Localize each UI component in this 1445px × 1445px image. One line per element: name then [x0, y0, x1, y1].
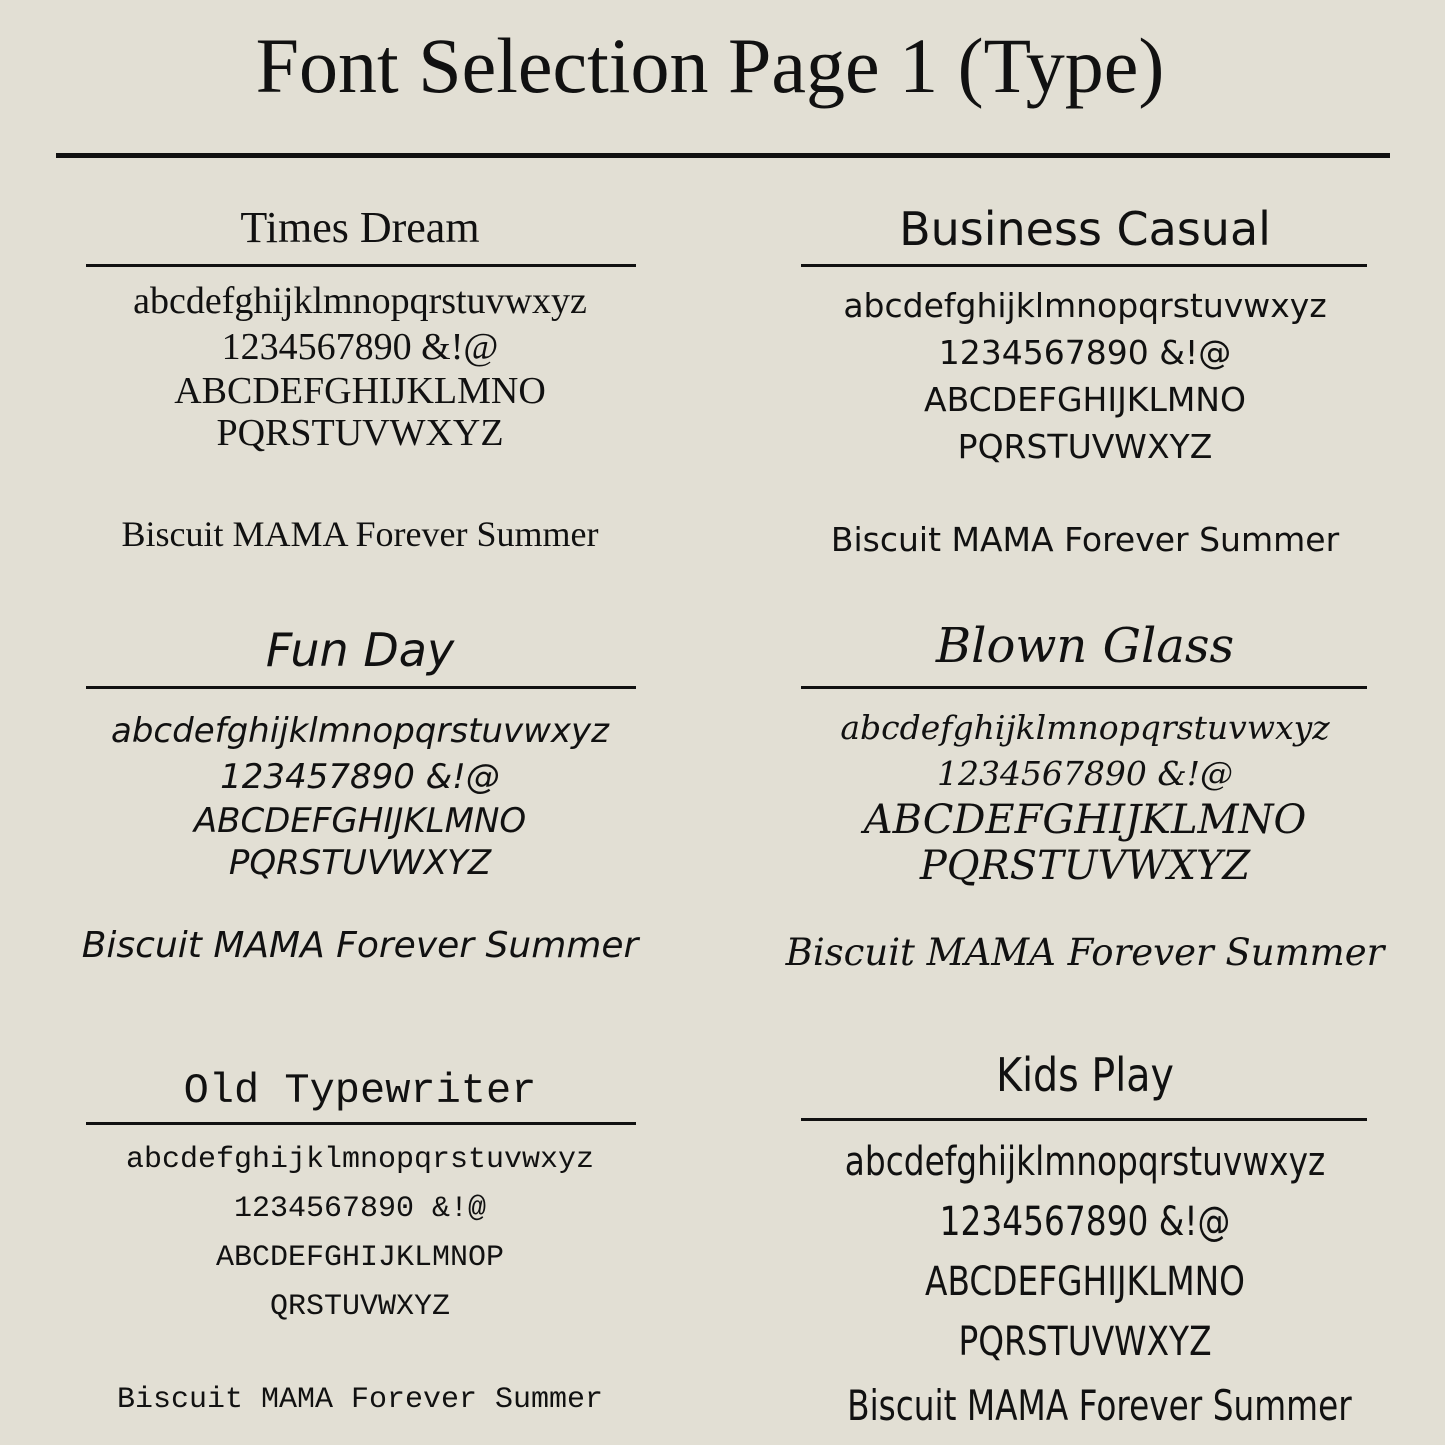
- font-card-times-dream: [60, 200, 660, 556]
- lowercase-specimen: abcdefghijklmnopqrstuvwxyz: [844, 1139, 1326, 1185]
- font-card-business-casual: [780, 200, 1390, 562]
- lowercase-specimen: abcdefghijklmnopqrstuvwxyz: [840, 708, 1330, 747]
- numbers-specimen: 1234567890 &!@: [938, 333, 1232, 372]
- font-specimen: [740, 705, 1430, 889]
- sample-text: Biscuit MAMA Forever Summer: [121, 514, 599, 554]
- numbers-specimen: 123457890 &!@: [220, 757, 500, 797]
- uppercase-specimen-line-1: ABCDEFGHIJKLMNO: [863, 797, 1307, 843]
- numbers-specimen: 1234567890 &!@: [936, 754, 1234, 793]
- uppercase-specimen-line-1: ABCDEFGHIJKLMNO: [174, 370, 546, 412]
- uppercase-specimen-line-2: PQRSTUVWXYZ: [228, 843, 492, 883]
- font-card-fun-day: [60, 620, 660, 968]
- font-name: Old Typewriter: [183, 1067, 537, 1115]
- uppercase-specimen-line-2: PQRSTUVWXYZ: [919, 843, 1251, 889]
- uppercase-specimen-line-1: ABCDEFGHIJKLMNO: [925, 1259, 1245, 1305]
- font-card-blown-glass: [740, 615, 1430, 977]
- font-name-divider: [801, 1118, 1367, 1121]
- font-name: Kids Play: [996, 1048, 1174, 1102]
- sample-text: Biscuit MAMA Forever Summer: [847, 1381, 1352, 1430]
- font-specimen: [50, 1136, 670, 1332]
- font-name: Business Casual: [899, 202, 1271, 256]
- font-name-divider: [86, 686, 636, 689]
- lowercase-specimen: abcdefghijklmnopqrstuvwxyz: [843, 286, 1327, 325]
- font-name-divider: [86, 1122, 636, 1125]
- lowercase-specimen: abcdefghijklmnopqrstuvwxyz: [133, 280, 587, 322]
- uppercase-specimen-line-1: ABCDEFGHIJKLMNO: [924, 380, 1246, 419]
- lowercase-specimen: abcdefghijklmnopqrstuvwxyz: [111, 711, 609, 751]
- font-specimen: [780, 1132, 1390, 1372]
- sample-text: Biscuit MAMA Forever Summer: [785, 931, 1385, 974]
- font-card-old-typewriter: [50, 1062, 670, 1422]
- numbers-specimen: 1234567890 &!@: [221, 326, 499, 368]
- font-specimen: [60, 278, 660, 454]
- uppercase-specimen-line-2: PQRSTUVWXYZ: [216, 412, 504, 454]
- sample-text: Biscuit MAMA Forever Summer: [830, 520, 1340, 559]
- numbers-specimen: 1234567890 &!@: [233, 1192, 487, 1226]
- font-name: Times Dream: [240, 203, 480, 252]
- uppercase-specimen-line-2: QRSTUVWXYZ: [269, 1290, 451, 1324]
- font-name-divider: [801, 686, 1367, 689]
- font-specimen: [780, 282, 1390, 470]
- font-name-divider: [801, 264, 1367, 267]
- font-card-kids-play: [780, 1040, 1390, 1434]
- uppercase-specimen-line-1: ABCDEFGHIJKLMNOP: [215, 1241, 505, 1275]
- title-divider: [56, 153, 1390, 158]
- font-name-divider: [86, 264, 636, 267]
- sample-text: Biscuit MAMA Forever Summer: [81, 925, 639, 966]
- page-title: Font Selection Page 1 (Type): [255, 22, 1165, 109]
- uppercase-specimen-line-2: PQRSTUVWXYZ: [957, 427, 1213, 466]
- lowercase-specimen: abcdefghijklmnopqrstuvwxyz: [125, 1143, 595, 1177]
- uppercase-specimen-line-2: PQRSTUVWXYZ: [958, 1319, 1212, 1365]
- numbers-specimen: 1234567890 &!@: [939, 1199, 1231, 1245]
- font-name: Blown Glass: [935, 618, 1235, 674]
- uppercase-specimen-line-1: ABCDEFGHIJKLMNO: [193, 801, 527, 841]
- sample-text: Biscuit MAMA Forever Summer: [116, 1383, 604, 1417]
- font-specimen: [60, 708, 660, 884]
- font-name: Fun Day: [265, 623, 455, 677]
